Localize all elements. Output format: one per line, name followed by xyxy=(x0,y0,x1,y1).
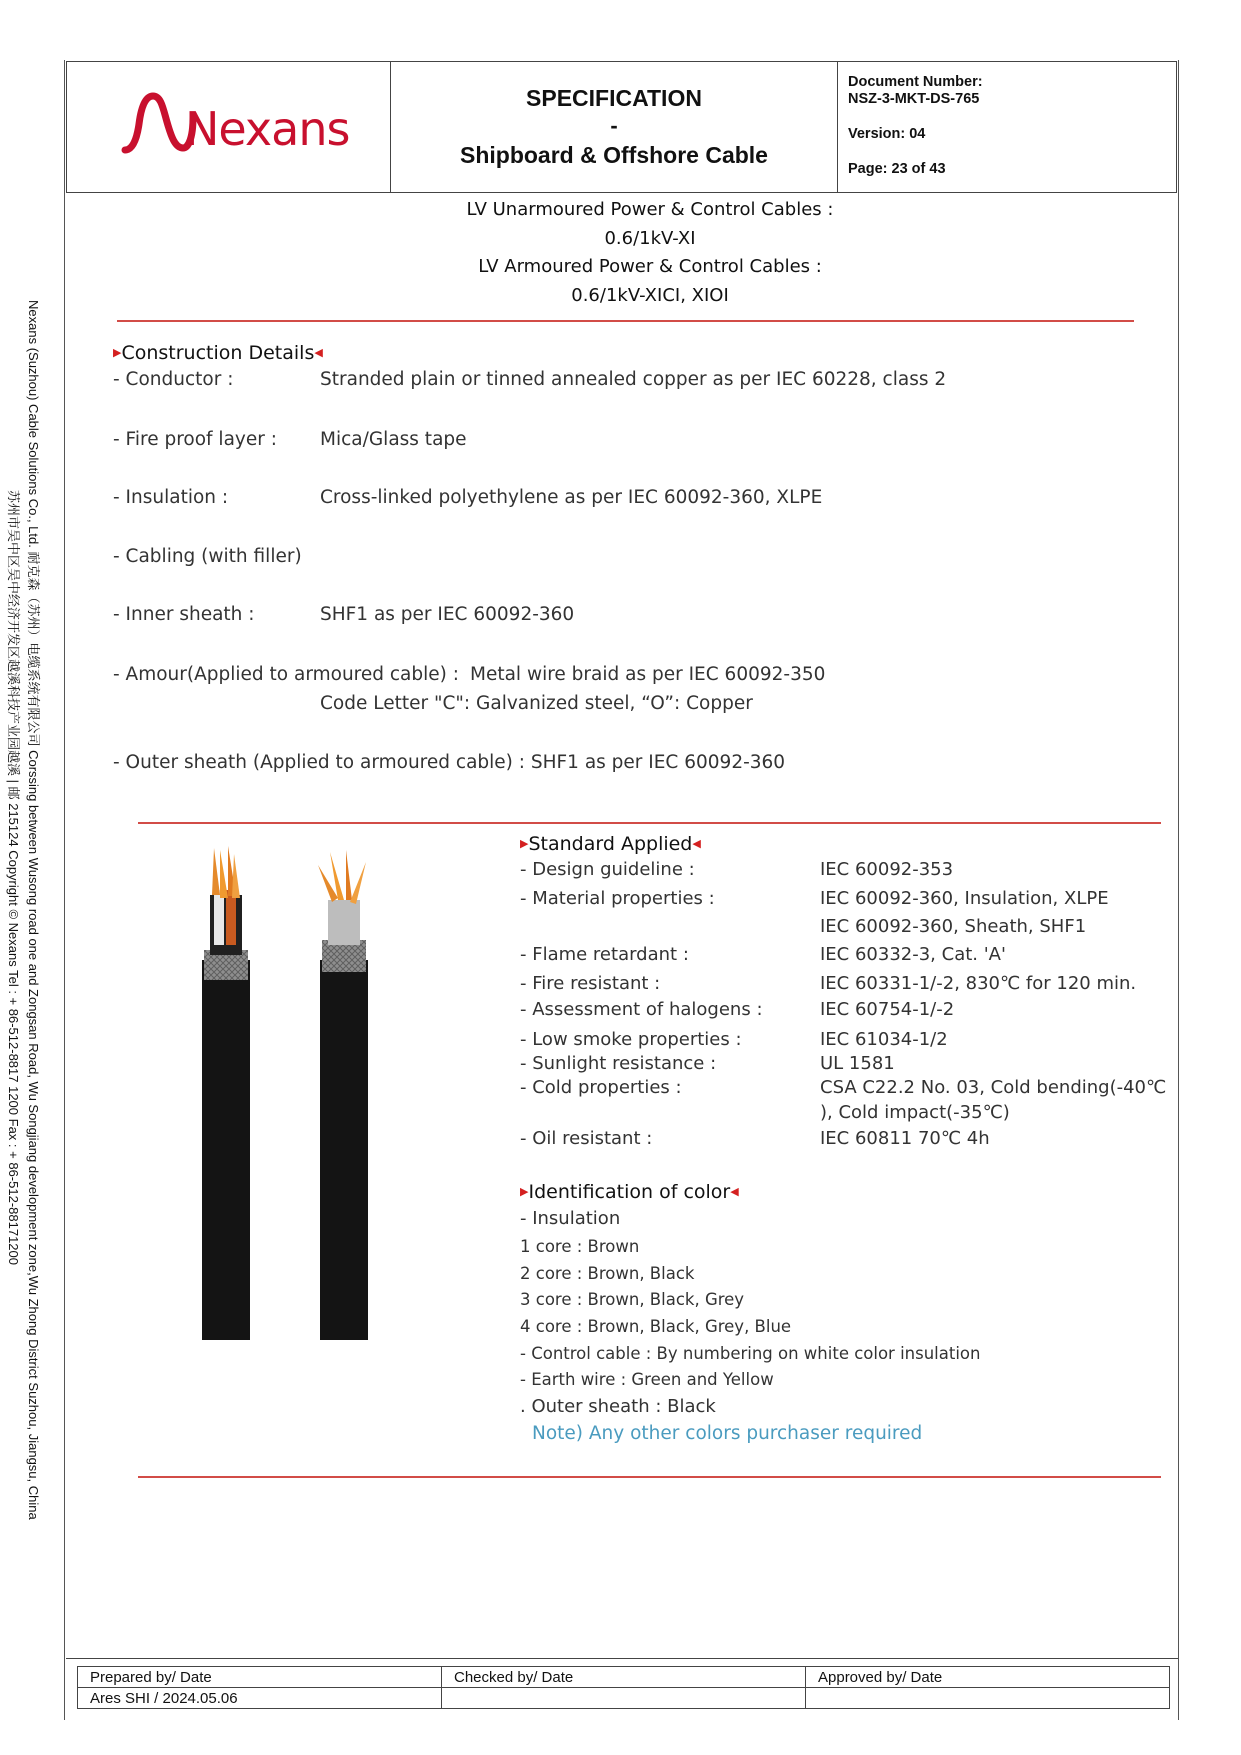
subtitle-line: 0.6/1kV-XICI, XIOI xyxy=(571,284,729,306)
product-subtitle xyxy=(330,196,970,310)
construction-value: Cross-linked polyethylene as per IEC 60092-360, XLPE xyxy=(320,487,823,508)
checked-value xyxy=(442,1688,806,1709)
subtitle-line: LV Unarmoured Power & Control Cables : xyxy=(466,199,834,220)
subtitle-line: LV Armoured Power & Control Cables : xyxy=(478,256,822,277)
core-color: 2 core : Brown, Black xyxy=(520,1264,695,1283)
checked-label: Checked by/ Date xyxy=(442,1667,806,1688)
marker-right-icon: ▶ xyxy=(520,1185,529,1198)
footer-rule xyxy=(66,1658,1178,1659)
core-color: 3 core : Brown, Black, Grey xyxy=(520,1290,745,1309)
standard-title xyxy=(520,833,701,855)
construction-label: - Fire proof layer : xyxy=(113,429,277,450)
approved-label: Approved by/ Date xyxy=(806,1667,1170,1688)
standard-label: - Fire resistant : xyxy=(520,973,661,994)
standard-value: IEC 60811 70℃ 4h xyxy=(820,1128,990,1149)
logo-wordmark: Nexans xyxy=(185,102,350,156)
doc-number: NSZ-3-MKT-DS-765 xyxy=(848,91,980,107)
page-number: Page: 23 of 43 xyxy=(848,161,946,177)
construction-label: - Cabling (with filler) xyxy=(113,546,302,567)
marker-left-icon: ◀ xyxy=(692,837,701,850)
core-color: 4 core : Brown, Black, Grey, Blue xyxy=(520,1317,792,1336)
marker-left-icon: ◀ xyxy=(314,346,323,359)
construction-title xyxy=(113,342,323,364)
color-id-title xyxy=(520,1181,739,1203)
approval-table xyxy=(77,1666,1170,1709)
cable-image xyxy=(190,840,390,1345)
standard-value: IEC 61034-1/2 xyxy=(820,1029,948,1050)
outer-sheath: - Outer sheath (Applied to armoured cable) : SHF1 as per IEC 60092-360 xyxy=(113,752,786,773)
control-cable-color: - Control cable : By numbering on white color insulation xyxy=(520,1344,981,1363)
core-color: 1 core : Brown xyxy=(520,1237,640,1256)
construction-label: - Inner sheath : xyxy=(113,604,255,625)
standard-label: - Sunlight resistance : xyxy=(520,1053,717,1074)
title-separator: - xyxy=(610,113,618,138)
header-box xyxy=(66,61,1177,193)
version: Version: 04 xyxy=(848,126,926,142)
marker-left-icon: ◀ xyxy=(730,1185,739,1198)
standard-title-text: Standard Applied xyxy=(528,833,693,855)
standard-value: IEC 60092-360, Sheath, SHF1 xyxy=(820,916,1087,937)
color-id-title-text: Identification of color xyxy=(528,1181,731,1203)
divider-red xyxy=(138,1476,1161,1478)
construction-label: - Conductor : xyxy=(113,369,234,390)
standard-value: IEC 60332-3, Cat. 'A' xyxy=(820,944,1006,965)
meta-cell xyxy=(838,62,1176,192)
divider-red xyxy=(138,822,1161,824)
color-note: Note) Any other colors purchaser required xyxy=(532,1423,923,1444)
standard-value: IEC 60092-353 xyxy=(820,859,954,880)
construction-value: SHF1 as per IEC 60092-360 xyxy=(320,604,575,625)
standard-label: - Flame retardant : xyxy=(520,944,689,965)
doc-number-label: Document Number: xyxy=(848,74,983,90)
standard-label: - Material properties : xyxy=(520,888,715,909)
marker-right-icon: ▶ xyxy=(113,346,122,359)
page-title: SPECIFICATION xyxy=(526,85,702,111)
title-cell xyxy=(391,62,838,192)
standard-label: - Assessment of halogens : xyxy=(520,999,763,1020)
page-frame-left xyxy=(64,60,65,1720)
earth-wire-color: - Earth wire : Green and Yellow xyxy=(520,1370,774,1389)
construction-title-text: Construction Details xyxy=(121,342,315,364)
construction-value: Stranded plain or tinned annealed copper as per IEC 60228, class 2 xyxy=(320,369,947,390)
standard-value: CSA C22.2 No. 03, Cold bending(-40℃ xyxy=(820,1077,1167,1098)
prepared-label: Prepared by/ Date xyxy=(78,1667,442,1688)
standard-value: IEC 60092-360, Insulation, XLPE xyxy=(820,888,1109,909)
divider-red xyxy=(117,320,1134,322)
standard-value: IEC 60331-1/-2, 830℃ for 120 min. xyxy=(820,973,1137,994)
prepared-value: Ares SHI / 2024.05.06 xyxy=(78,1688,442,1709)
page-frame-right xyxy=(1178,60,1179,1720)
standard-label: - Design guideline : xyxy=(520,859,695,880)
subtitle-line: 0.6/1kV-XI xyxy=(604,227,696,249)
approved-value xyxy=(806,1688,1170,1709)
outer-sheath-color: . Outer sheath : Black xyxy=(520,1396,716,1417)
standard-value: IEC 60754-1/-2 xyxy=(820,999,955,1020)
armour-label: - Amour(Applied to armoured cable) : xyxy=(113,664,459,685)
standard-label: - Low smoke properties : xyxy=(520,1029,742,1050)
side-address-line2: 苏州市吴中区吴中经济开发区越溪科技产业园越溪 | 邮 215124 Copyright © Nexans Tel : + 86-512-8817 1200 Fax : + 86-512-88171200 xyxy=(6,490,21,1265)
marker-right-icon: ▶ xyxy=(520,837,529,850)
construction-value: Mica/Glass tape xyxy=(320,429,467,450)
standard-label: - Oil resistant : xyxy=(520,1128,653,1149)
standard-label: - Cold properties : xyxy=(520,1077,682,1098)
armour-value: Metal wire braid as per IEC 60092-350 xyxy=(470,664,826,685)
standard-value: ), Cold impact(-35℃) xyxy=(820,1102,1010,1123)
side-address-line1: Nexans (Suzhou) Cable Solutions Co., Ltd. 耐克森（苏州）电缆系统有限公司 Corssing between Wusong road one and Zongsan Road, Wu Songjiang development zone,Wu Zhong District Suzhou, Jiangsu, China xyxy=(26,300,41,1520)
page-subtitle: Shipboard & Offshore Cable xyxy=(460,142,768,168)
standard-value: UL 1581 xyxy=(820,1053,895,1074)
logo-cell xyxy=(67,62,391,192)
color-insulation: - Insulation xyxy=(520,1208,621,1229)
armour-value-2: Code Letter "C": Galvanized steel, “O”: Copper xyxy=(320,693,753,714)
construction-label: - Insulation : xyxy=(113,487,229,508)
